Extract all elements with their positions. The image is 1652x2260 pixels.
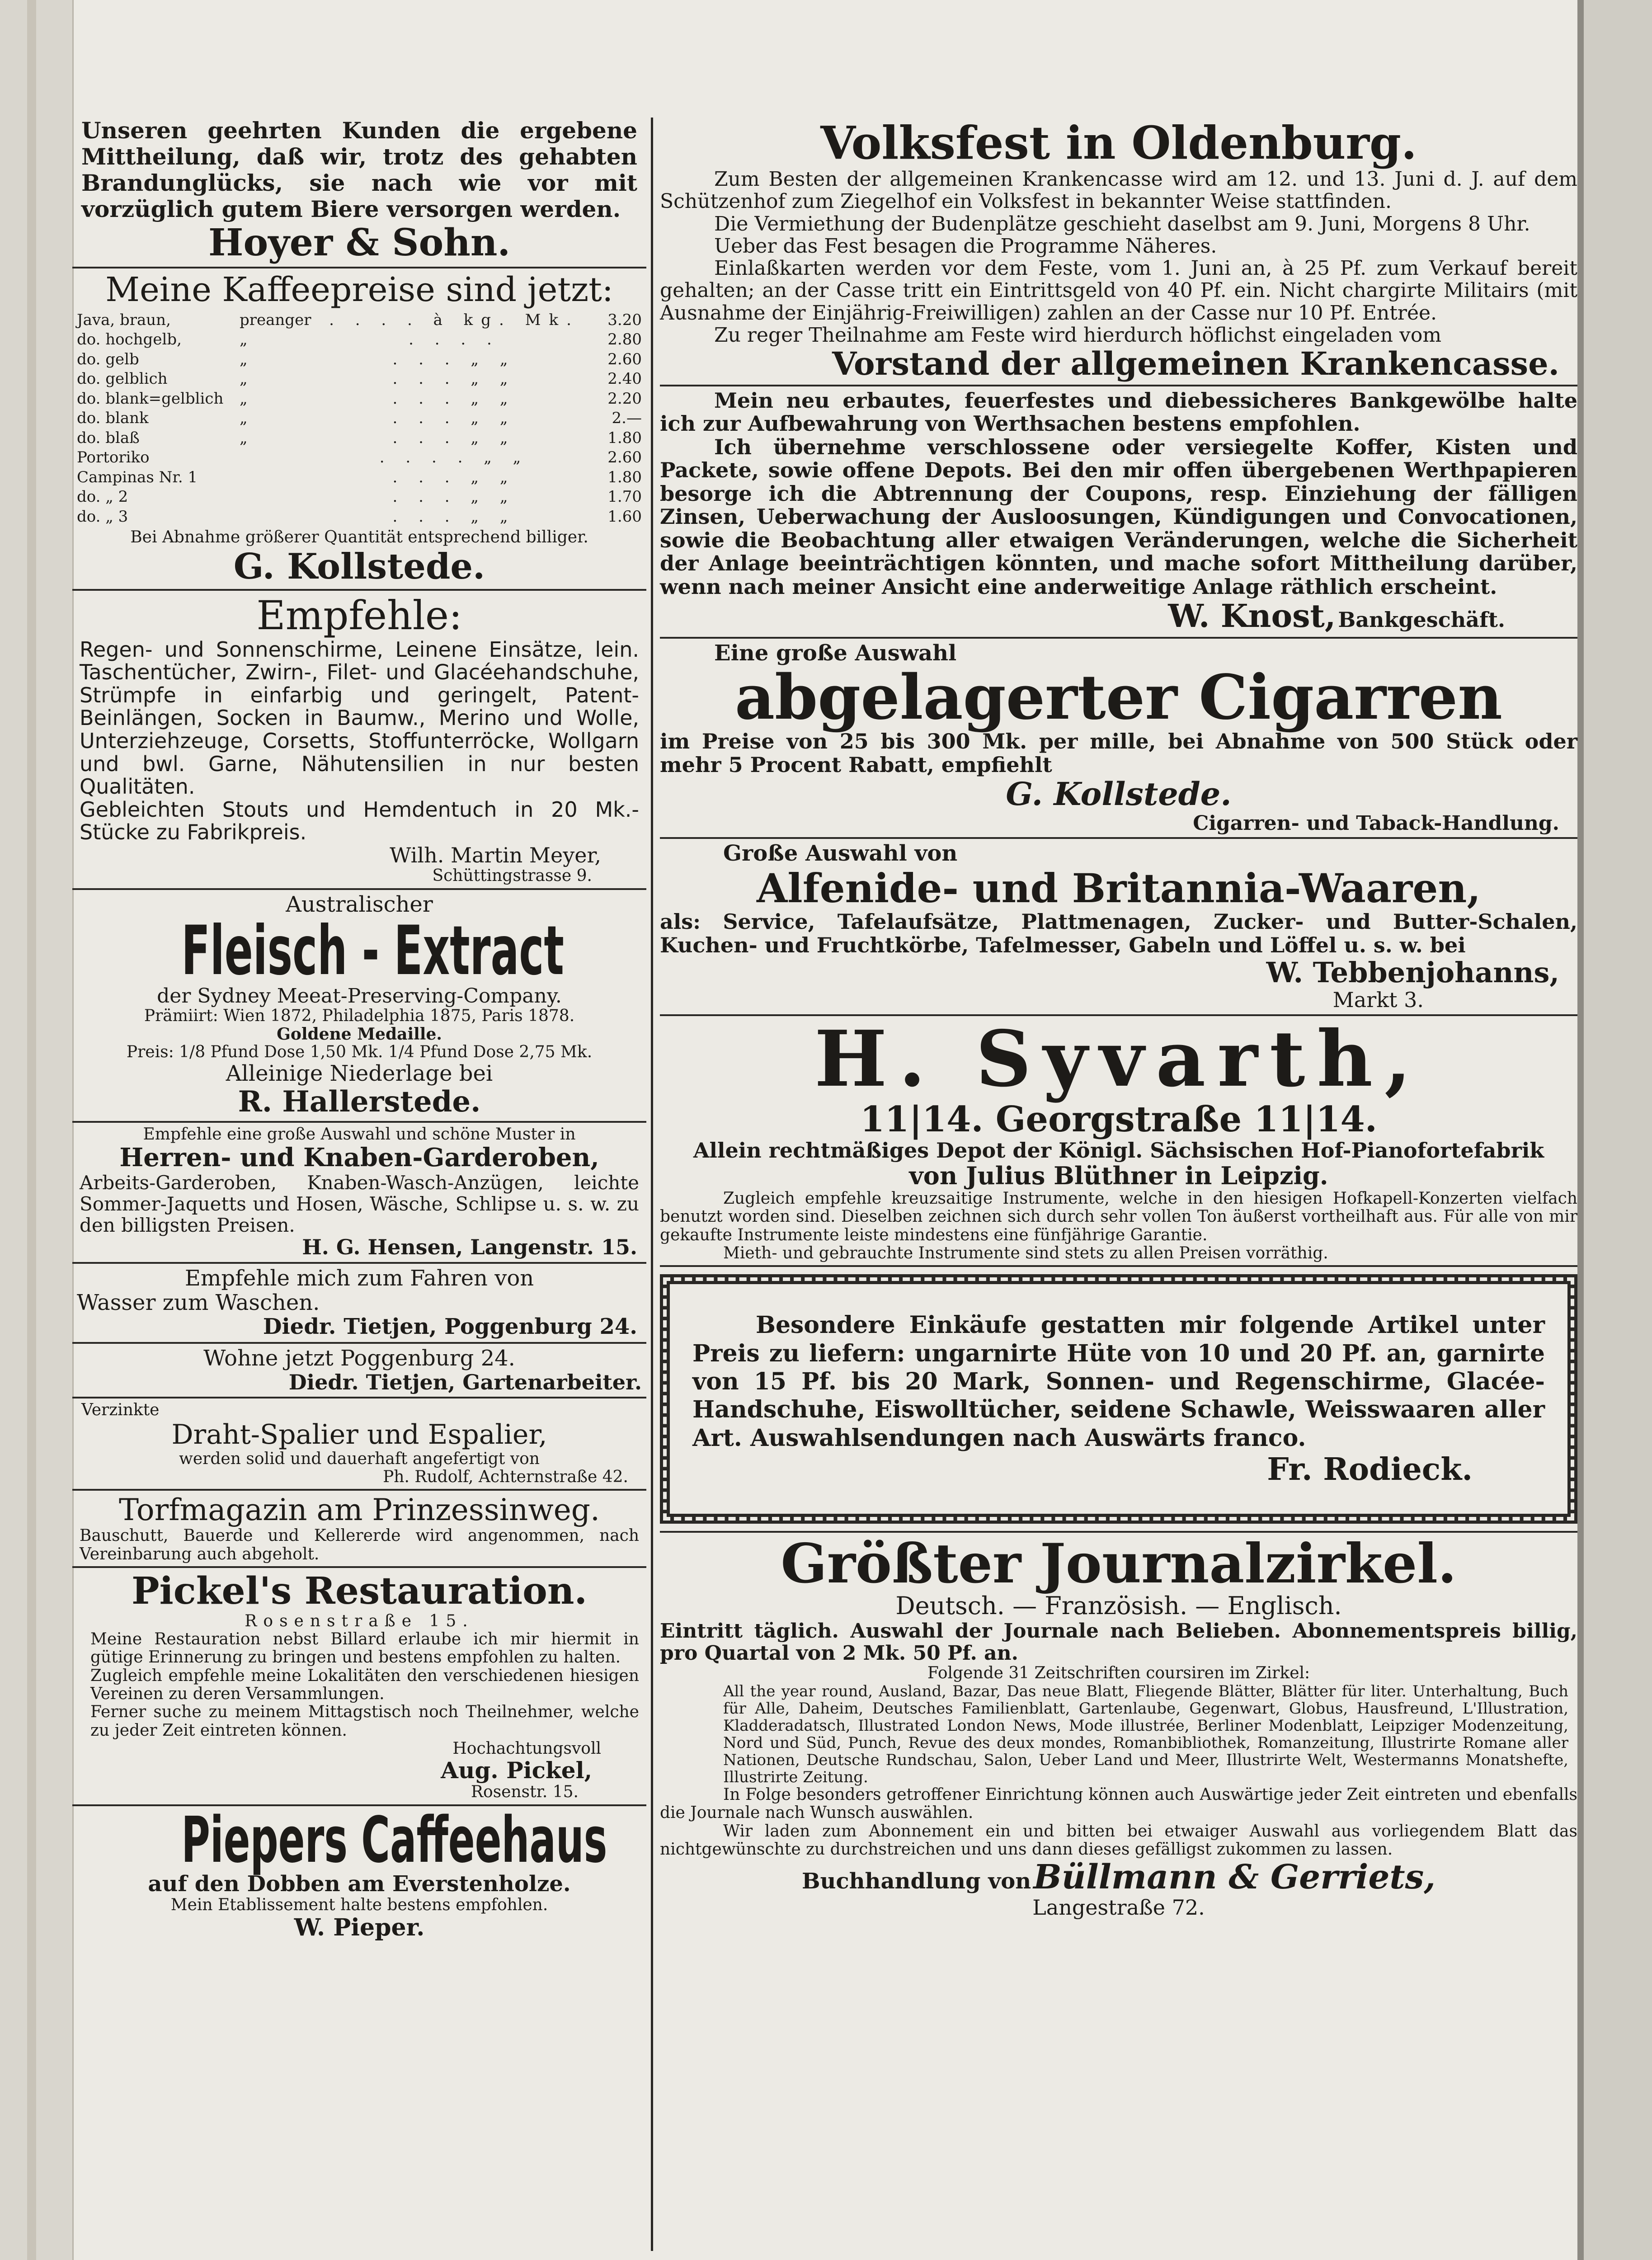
price-row (77, 507, 642, 527)
tietjen2-line-1: Wohne jetzt Poggenburg 24. (203, 1346, 515, 1371)
price-value: 3.20 (607, 311, 642, 329)
meyer-text-2: Gebleichten Stouts und Hemdentuch in 20 Mk.-Stücke zu Fabrikpreis. (80, 797, 639, 845)
knost-signature-line (660, 598, 1577, 634)
cigarren-pre: Eine große Auswahl (714, 640, 957, 666)
ad-hoyer (72, 118, 646, 264)
price-variety: „ (240, 350, 248, 368)
price-unit: . . . „ „ (392, 428, 516, 447)
ad-meyer (72, 593, 646, 885)
rudolf-title: Draht-Spalier und Espalier, (171, 1418, 547, 1450)
knost-para-2: Ich übernehme verschlossene oder versiegelte Koffer, Kisten und Packete, sowie offene Depots. Bei den mir offen übergebenen Werthpapieren besorge ich die Abtrennung der Coupons, resp. Einziehung der fälligen Zinsen, Ueberwachung der Ausloosungen, Kündigungen und Convocationen, sowie die Beobachtung aller etwaigen Veränderungen, welche die Sicherheit der Anlage beeinträchtigen könnten, und mache sofort Mittheilung darüber, wenn nach meiner Ansicht eine anderweitige Anlage räthlich erscheint. (660, 434, 1577, 599)
price-name: do. blank=gelblich (77, 389, 224, 408)
meyer-signature: Wilh. Martin Meyer, (390, 843, 601, 867)
volksfest-para-3: Ueber das Fest besagen die Programme Näheres. (714, 234, 1217, 258)
price-name: do. hochgelb, (77, 330, 182, 349)
cigarren-text: im Preise von 25 bis 300 Mk. per mille, bei Abnahme von 500 Stück oder mehr 5 Procent Rabatt, empfiehlt (660, 729, 1577, 777)
price-unit: . . . . „ „ (379, 448, 529, 467)
price-row (77, 409, 642, 428)
price-name: do. blank (77, 409, 149, 428)
price-value: 2.20 (607, 389, 642, 408)
price-unit: . . . „ „ (392, 370, 516, 388)
price-row (77, 330, 642, 350)
kaffee-signature: G. Kollstede. (233, 546, 485, 587)
volksfest-para-2: Die Vermiethung der Budenplätze geschieht daselbst am 9. Juni, Morgens 8 Uhr. (714, 212, 1530, 235)
price-value: 1.70 (607, 488, 642, 506)
alfenide-pre: Große Auswahl von (723, 840, 958, 866)
fleisch-pre: Australischer (286, 891, 433, 917)
journal-title: Größter Journalzirkel. (781, 1532, 1457, 1596)
syvarth-address: 11|14. Georgstraße 11|14. (860, 1098, 1377, 1140)
journal-address: Langestraße 72. (1032, 1895, 1205, 1920)
journal-signature-line (660, 1859, 1577, 1896)
syvarth-line-1: Allein rechtmäßiges Depot der Königl. Sächsischen Hof-Pianofortefabrik (693, 1138, 1544, 1163)
price-value: 1.60 (607, 507, 642, 526)
price-row (77, 468, 642, 488)
pieper-signature: W. Pieper. (294, 1913, 425, 1941)
price-row (77, 311, 642, 330)
knost-signature: W. Knost, (1168, 597, 1336, 635)
price-name: Java, braun, (77, 311, 171, 329)
ad-fleisch-extract (72, 893, 646, 1118)
syvarth-para-1: Zugleich empfehle kreuzsaitige Instrumente, welche in den hiesigen Hofkapell-Konzerten vielfach benutzt worden sind. Dieselben zeichnen sich durch sehr vollen Ton äußerst vortheilhaft aus. Für alle von mir gekaufte Instrumente leiste mindestens eine fünfjährige Garantie. (660, 1189, 1577, 1244)
ad-volksfest (660, 118, 1577, 382)
tietjen1-line-2: Wasser zum Waschen. (77, 1290, 320, 1315)
pickel-title: Pickel's Restauration. (131, 1569, 588, 1613)
ad-rudolf (72, 1401, 646, 1486)
journal-signature-pre: Buchhandlung von (801, 1869, 1031, 1894)
cigarren-signature: G. Kollstede. (1006, 775, 1232, 813)
cigarren-title: abgelagerter Cigarren (734, 661, 1503, 734)
pieper-line-1: auf den Dobben am Everstenholze. (148, 1871, 571, 1897)
price-row (77, 350, 642, 370)
ad-alfenide (660, 842, 1577, 1012)
price-variety (240, 468, 316, 488)
price-variety (240, 448, 316, 468)
price-variety (240, 507, 316, 527)
ad-torfmagazin (72, 1493, 646, 1563)
fleisch-medal: Goldene Medaille. (277, 1025, 442, 1044)
pieper-title: Piepers Caffeehaus (181, 1803, 607, 1877)
price-name: do. blaß (77, 428, 140, 447)
price-variety: „ (240, 370, 248, 388)
ad-knost (660, 389, 1577, 634)
volksfest-para-5: Zu reger Theilnahme am Feste wird hierdurch höflichst eingeladen vom (714, 323, 1442, 347)
rudolf-signature: Ph. Rudolf, Achternstraße 42. (383, 1468, 628, 1487)
fleisch-signature: R. Hallerstede. (238, 1085, 481, 1119)
price-name: do. gelb (77, 350, 139, 368)
price-row (77, 428, 642, 448)
fleisch-depot: Alleinige Niederlage bei (226, 1060, 493, 1086)
ad-cigarren (660, 641, 1577, 834)
page-edge-stack (27, 0, 36, 2260)
right-column (660, 118, 1577, 2260)
knost-para-1: Mein neu erbautes, feuerfestes und diebessicheres Bankgewölbe halte ich zur Aufbewahrung von Werthsachen bestens empfohlen. (660, 388, 1577, 436)
ad-journalzirkel (660, 1532, 1577, 1920)
column-divider (651, 118, 653, 2251)
journal-list: All the year round, Ausland, Bazar, Das neue Blatt, Fliegende Blätter, Blätter für liter. Unterhaltung, Buch für Alle, Daheim, Deutsches Familienblatt, Gartenlaube, Gegenwart, Globus, Hausfreund, L'Illustration, Kladderadatsch, Illustrated London News, Mode illustrée, Berliner Modenblatt, Leipziger Modenzeitung, Nord und Süd, Punch, Revue des deux mondes, Romanbibliothek, Romanzeitung, Illustrirte Romane aller Nationen, Deutsche Rundschau, Salon, Ueber Land und Meer, Illustrirte Welt, Westermanns Monatshefte, Illustrirte Zeitung. (723, 1682, 1568, 1786)
price-variety: „ (240, 409, 248, 428)
tietjen1-line-1: Empfehle mich zum Fahren von (184, 1265, 534, 1291)
price-value: 2.40 (607, 370, 642, 388)
journal-para-2: Wir laden zum Abonnement ein und bitten bei etwaiger Auswahl aus vorliegendem Blatt das nichtgewünschte zu durchstreichen und uns dann dieses gefälligst zukommen zu lassen. (660, 1822, 1577, 1859)
hensen-line-1: Empfehle eine große Auswahl und schöne Muster in (143, 1125, 576, 1144)
price-value: 2.80 (607, 330, 642, 349)
price-variety: preanger (240, 311, 311, 329)
journal-signature: Büllmann & Gerriets, (1033, 1858, 1436, 1897)
alfenide-text: als: Service, Tafelaufsätze, Plattmenagen, Zucker- und Butter-Schalen, Kuchen- und Fruchtkörbe, Tafelmesser, Gabeln und Löffel u. s. w. bei (660, 909, 1577, 957)
price-name: Campinas Nr. 1 (77, 468, 198, 486)
left-column (72, 118, 646, 2260)
fleisch-price: Preis: 1/8 Pfund Dose 1,50 Mk. 1/4 Pfund Dose 2,75 Mk. (126, 1043, 593, 1062)
alfenide-title: Alfenide- und Britannia-Waaren, (757, 864, 1481, 912)
ad-hensen (72, 1125, 646, 1259)
cigarren-business: Cigarren- und Taback-Handlung. (1193, 811, 1559, 835)
price-unit: . . . . à kg. Mk. (329, 311, 579, 329)
price-unit: . . . „ „ (392, 488, 516, 506)
price-variety (240, 487, 316, 507)
price-variety: „ (240, 428, 248, 447)
price-name: do. „ 2 (77, 488, 128, 506)
fleisch-title: Fleisch - Extract (181, 911, 564, 990)
pieper-line-2: Mein Etablissement halte bestens empfohlen. (170, 1896, 548, 1915)
price-unit: . . . „ „ (392, 409, 516, 428)
price-unit: . . . „ „ (392, 389, 516, 408)
price-value: 2.60 (607, 448, 642, 467)
journal-line-1: Eintritt täglich. Auswahl der Journale nach Belieben. Abonnementspreis billig, pro Quartal von 2 Mk. 50 Pf. an. (660, 1619, 1577, 1665)
price-unit: . . . „ „ (392, 468, 516, 486)
tietjen1-signature: Diedr. Tietjen, Poggenburg 24. (263, 1314, 637, 1340)
ad-rodieck (660, 1274, 1577, 1524)
kaffee-title: Meine Kaffeepreise sind jetzt: (105, 270, 613, 309)
meyer-title: Empfehle: (256, 592, 462, 639)
tietjen2-signature: Diedr. Tietjen, Gartenarbeiter. (288, 1370, 642, 1394)
hensen-signature: H. G. Hensen, Langenstr. 15. (302, 1235, 637, 1260)
fleisch-awards: Prämiirt: Wien 1872, Philadelphia 1875, Paris 1878. (144, 1006, 575, 1025)
price-unit: . . . . (409, 330, 500, 349)
pickel-para-2: Zugleich empfehle meine Lokalitäten den verschiedenen hiesigen Vereinen zu deren Versammlungen. (90, 1666, 639, 1704)
ad-tietjen-wasser (72, 1267, 646, 1339)
price-variety: „ (240, 389, 248, 408)
ad-tietjen-address (72, 1347, 646, 1394)
torf-text: Bauschutt, Bauerde und Kellererde wird angenommen, nach Vereinbarung auch abgeholt. (80, 1526, 639, 1563)
rodieck-text: Besondere Einkäufe gestatten mir folgende Artikel unter Preis zu liefern: ungarnirte Hüte von 10 und 20 Pf. an, garnirte von 15 Pf. bis 20 Mark, Sonnen- und Regenschirme, Glacée-Handschuhe, Eiswolltücher, seidene Schawle, Weisswaaren aller Art. Auswahlsendungen nach Auswärts franco. (692, 1311, 1545, 1452)
fleisch-company: der Sydney Meeat-Preserving-Company. (157, 984, 562, 1008)
price-row (77, 369, 642, 389)
price-row (77, 448, 642, 468)
journal-languages: Deutsch. — Französish. — Englisch. (895, 1591, 1342, 1620)
torf-title: Torfmagazin am Prinzessinweg. (119, 1493, 600, 1528)
pickel-greeting: Hochachtungsvoll (452, 1739, 601, 1758)
hensen-line-2: Herren- und Knaben-Garderoben, (119, 1143, 599, 1173)
syvarth-title: H. Syvarth, (814, 1014, 1423, 1105)
pickel-para-1: Meine Restauration nebst Billard erlaube ich mir hiermit in gütige Erinnerung zu bringen und bestens empfohlen zu halten. (90, 1630, 639, 1667)
price-unit: . . . „ „ (392, 350, 516, 368)
volksfest-para-1: Zum Besten der allgemeinen Krankencasse wird am 12. und 13. Juni d. J. auf dem Schützenhof zum Ziegelhof ein Volksfest in bekannter Weise stattfinden. (660, 168, 1577, 213)
journal-para-1: In Folge besonders getroffener Einrichtung können auch Auswärtige jeder Zeit eintreten und ebenfalls die Journale nach Wunsch auswählen. (660, 1785, 1577, 1822)
ad-syvarth (660, 1014, 1577, 1262)
price-row (77, 487, 642, 507)
pickel-signature: Aug. Pickel, (441, 1757, 592, 1784)
journal-line-2: Folgende 31 Zeitschriften coursiren im Zirkel: (927, 1664, 1310, 1683)
price-name: Portoriko (77, 448, 150, 467)
facing-pages (1577, 0, 1652, 2260)
pickel-address-2: Rosenstr. 15. (471, 1783, 579, 1802)
price-value: 2.— (612, 409, 642, 428)
hensen-line-3: Arbeits-Garderoben, Knaben-Wasch-Anzügen, leichte Sommer-Jaquetts und Hosen, Wäsche, Schlipse u. s. w. zu den billigsten Preisen. (80, 1172, 639, 1237)
page-edge-left (0, 0, 74, 2260)
price-list (72, 309, 646, 529)
meyer-address: Schüttingstrasse 9. (432, 866, 592, 885)
volksfest-signature: Vorstand der allgemeinen Krankencasse. (832, 345, 1559, 383)
rudolf-pre: Verzinkte (81, 1401, 160, 1420)
hoyer-text: Unseren geehrten Kunden die ergebene Mittheilung, daß wir, trotz des gehabten Brandunglücks, sie nach wie vor mit vorzüglich gutem Biere versorgen werden. (81, 117, 637, 222)
alfenide-signature: W. Tebbenjohanns, (1266, 956, 1559, 989)
syvarth-para-2: Mieth- und gebrauchte Instrumente sind stets zu allen Preisen vorräthig. (723, 1243, 1328, 1262)
alfenide-address: Markt 3. (1332, 987, 1424, 1012)
knost-business: Bankgeschäft. (1338, 607, 1505, 632)
price-name: do. „ 3 (77, 507, 128, 526)
pickel-para-3: Ferner suche zu meinem Mittagstisch noch Theilnehmer, welche zu jeder Zeit eintreten können. (90, 1703, 639, 1740)
rodieck-signature: Fr. Rodieck. (1267, 1451, 1473, 1488)
ad-kaffeepreise (72, 271, 646, 586)
price-value: 1.80 (607, 468, 642, 486)
price-value: 1.80 (607, 428, 642, 447)
price-row (77, 389, 642, 409)
kaffee-note: Bei Abnahme größerer Quantität entsprechend billiger. (130, 528, 588, 547)
price-variety: „ (240, 330, 248, 349)
rudolf-text: werden solid und dauerhaft angefertigt von (179, 1449, 540, 1468)
price-value: 2.60 (607, 350, 642, 368)
price-unit: . . . „ „ (392, 507, 516, 526)
ad-pieper (72, 1803, 646, 1941)
meyer-text: Regen- und Sonnenschirme, Leinene Einsätze, lein. Taschentücher, Zwirn-, Filet- und Glacéehandschuhe, Strümpfe in einfarbig und geringelt, Patent-Beinlängen, Socken in Baumw., Merino und Wolle, Unterziehzeuge, Corsetts, Stoffunterröcke, Wollgarn und bwl. Garne, Nähutensilien in nur besten Qualitäten. (80, 637, 639, 799)
hoyer-signature: Hoyer & Sohn. (208, 221, 510, 264)
volksfest-para-4: Einlaßkarten werden vor dem Feste, vom 1. Juni an, à 25 Pf. zum Verkauf bereit gehalten; an der Casse tritt ein Eintrittsgeld von 40 Pf. ein. Nicht chargirte Militairs (mit Ausnahme der Einjährig-Freiwilligen) zahlen an der Casse nur 10 Pf. Entrée. (660, 257, 1577, 325)
volksfest-title: Volksfest in Oldenburg. (820, 116, 1417, 170)
pickel-address: Rosenstraße 15. (245, 1611, 474, 1630)
price-name: do. gelblich (77, 370, 168, 388)
syvarth-line-2: von Julius Blüthner in Leipzig. (909, 1161, 1328, 1191)
ad-pickel (72, 1571, 646, 1802)
